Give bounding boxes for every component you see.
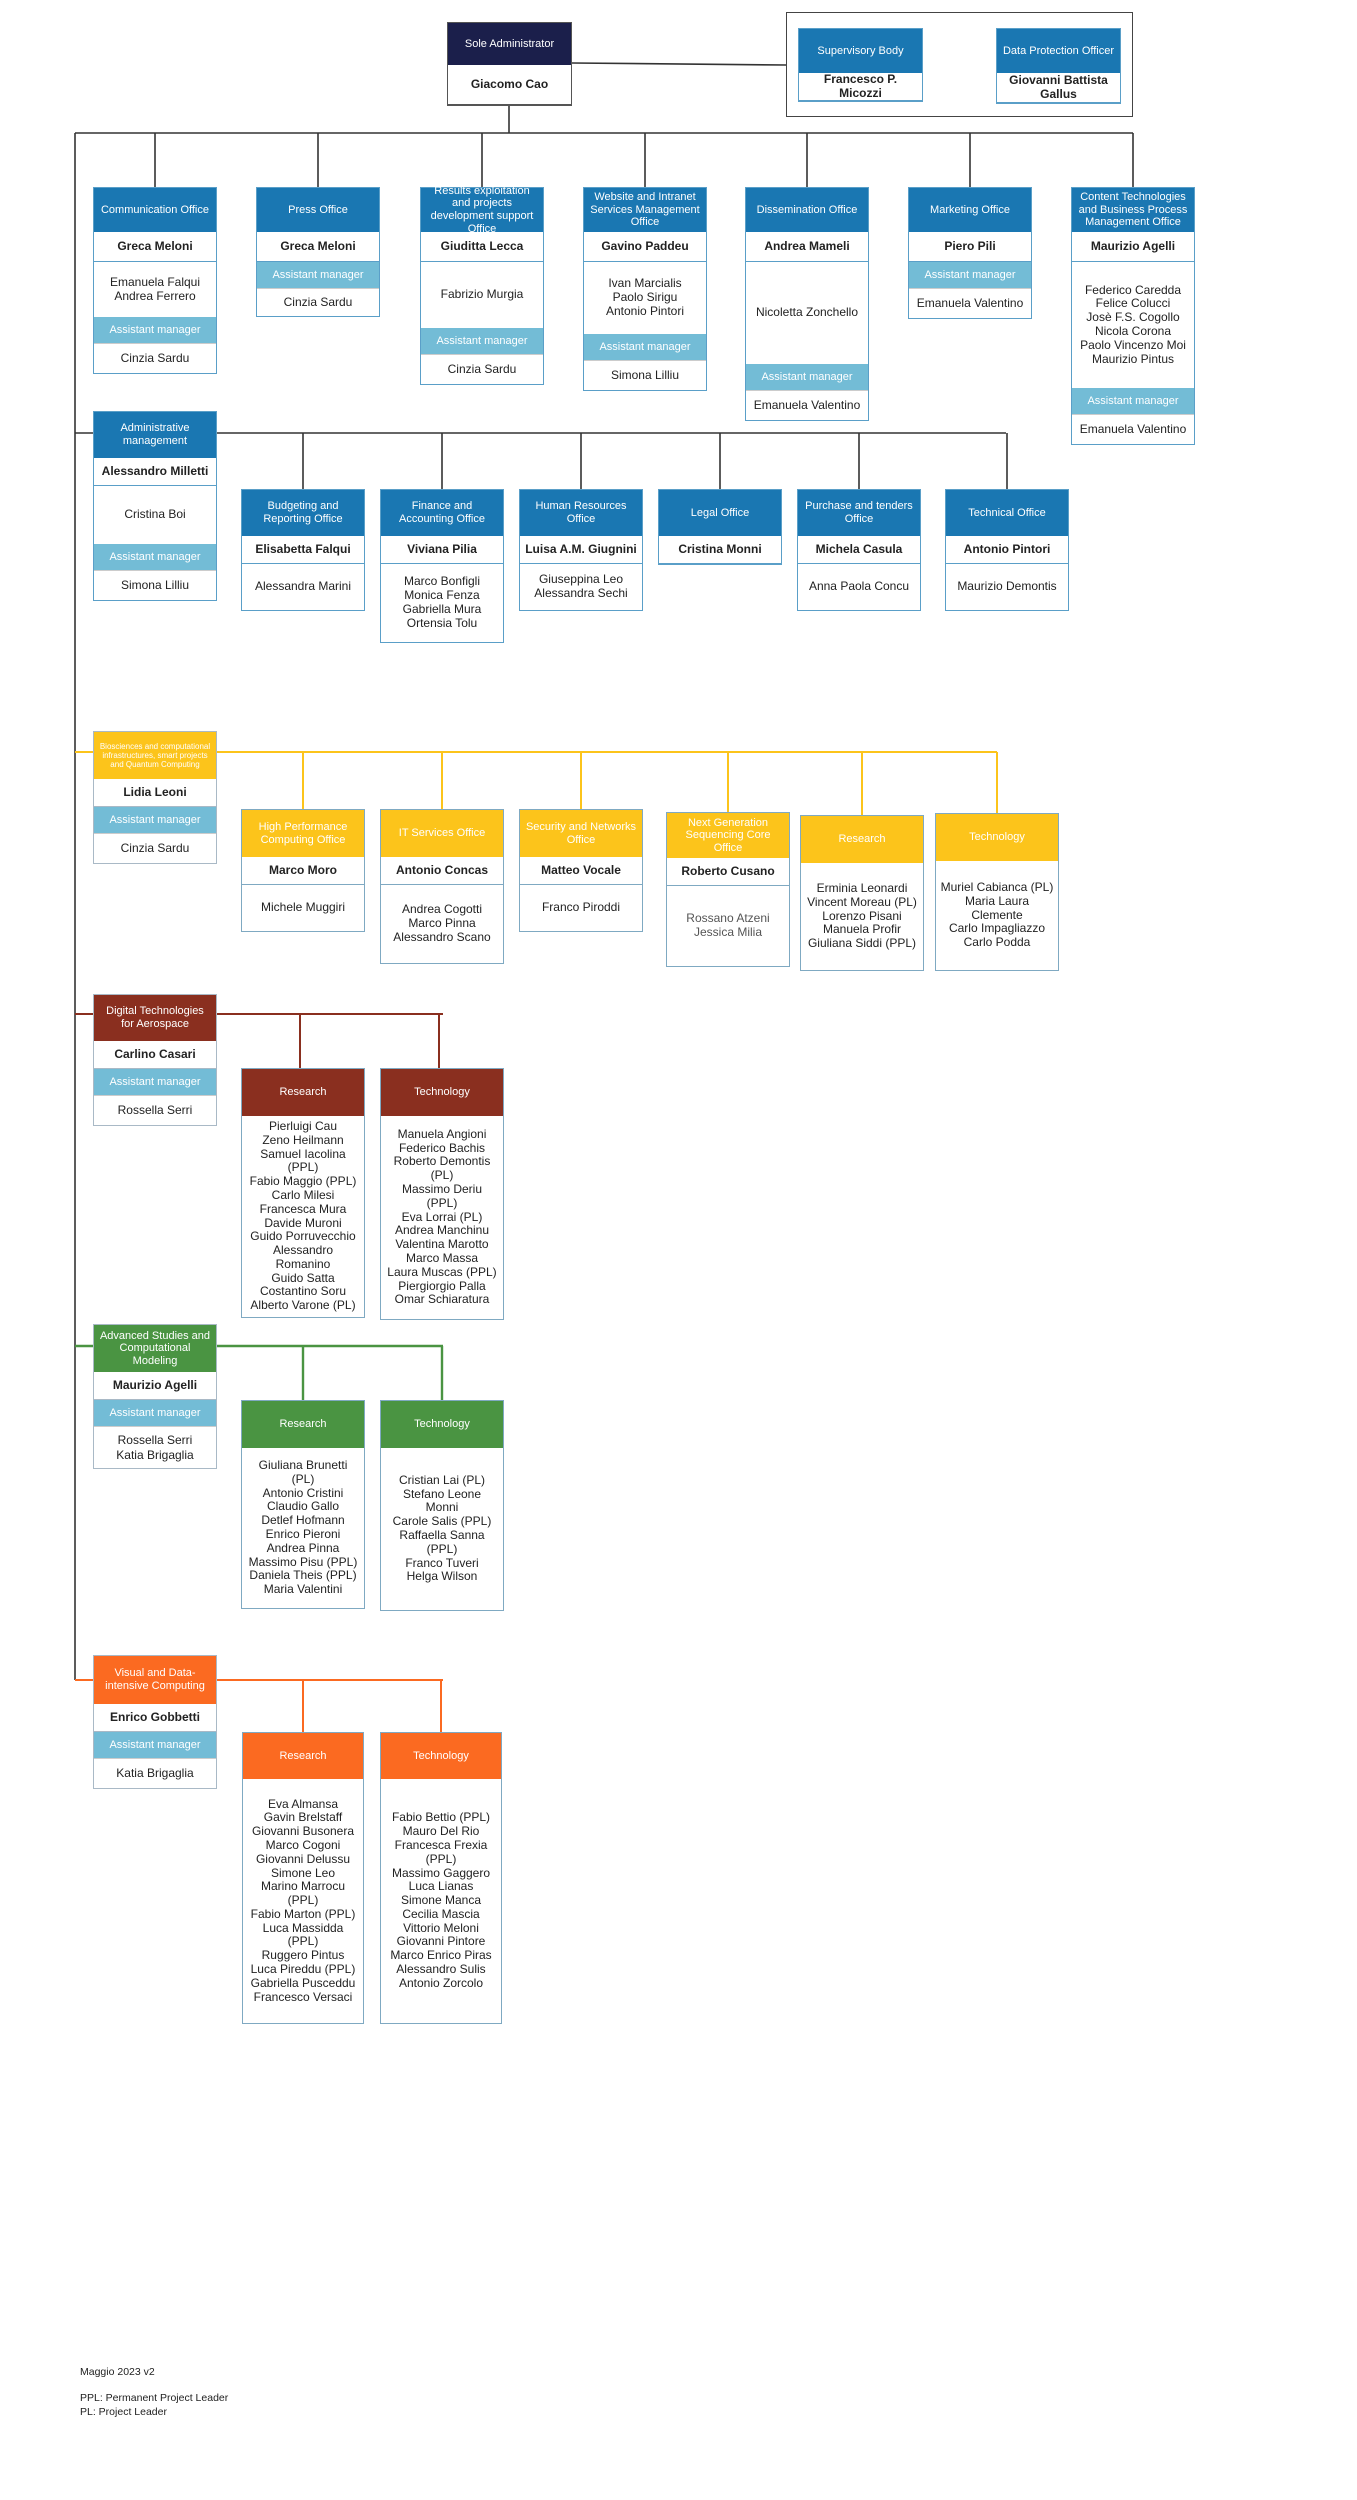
adv-research-card-members: Giuliana Brunetti (PL) Antonio Cristini Claudio Gallo Detlef Hofmann Enrico Pieroni Andrea Pinna Massimo Pisu (PPL) Daniela Theis (PPL) Maria Valentini	[248, 1458, 358, 1597]
footer	[80, 2365, 228, 2420]
office-card-3-members: Fabrizio Murgia	[440, 287, 524, 302]
visual-computing-card-header: Visual and Data-intensive Computing	[94, 1656, 216, 1704]
biosciences-card-header: Biosciences and computational infrastructures, smart projects and Quantum Computing	[94, 732, 216, 779]
office-card-1-lead: Greca Meloni	[94, 232, 216, 262]
admin-office-card-1-header: Budgeting and Reporting Office	[242, 490, 364, 536]
office-card-3-lead: Giuditta Lecca	[421, 232, 543, 262]
supervisory-body-card	[798, 28, 923, 102]
office-card-1-assistant-name: Cinzia Sardu	[94, 343, 216, 373]
office-card-4-members: Ivan Marcialis Paolo Sirigu Antonio Pintori	[605, 276, 685, 318]
bio-unit-card-4-lead: Roberto Cusano	[667, 858, 789, 886]
admin-office-card-5-lead: Michela Casula	[798, 536, 920, 564]
office-card-6-header: Marketing Office	[909, 188, 1031, 232]
admin-office-card-4-lead: Cristina Monni	[659, 536, 781, 564]
bio-unit-card-5-members: Erminia Leonardi Vincent Moreau (PL) Lorenzo Pisani Manuela Profir Giuliana Siddi (PPL)	[807, 881, 917, 951]
sole-to-supervision-line	[572, 63, 786, 65]
admin-office-card-6-members: Maurizio Demontis	[957, 579, 1057, 594]
bio-unit-card-4-members: Rossano Atzeni Jessica Milia	[686, 911, 770, 939]
aerospace-card-header: Digital Technologies for Aerospace	[94, 995, 216, 1041]
vis-technology-card	[380, 1732, 502, 2024]
aerospace-card-lead: Carlino Casari	[94, 1041, 216, 1069]
office-card-7	[1071, 187, 1195, 445]
footer-date: Maggio 2023 v2	[80, 2366, 155, 2378]
biosciences-card-assistant-label: Assistant manager	[94, 807, 216, 833]
advanced-studies-card	[93, 1324, 217, 1469]
bio-unit-card-2-members: Andrea Cogotti Marco Pinna Alessandro Scano	[393, 902, 491, 944]
admin-office-card-1	[241, 489, 365, 611]
adv-technology-card	[380, 1400, 504, 1611]
aerospace-card-assistant-name: Rossella Serri	[94, 1095, 216, 1125]
office-card-4-assistant-label: Assistant manager	[584, 334, 706, 360]
footer-pl-legend: PL: Project Leader	[80, 2406, 167, 2419]
advanced-studies-card-header: Advanced Studies and Computational Modeling	[94, 1325, 216, 1372]
office-card-3	[420, 184, 544, 385]
bio-unit-card-4	[666, 812, 790, 967]
advanced-studies-card-assistant-name: Rossella Serri Katia Brigaglia	[94, 1426, 216, 1468]
office-card-4-assistant-name: Simona Lilliu	[584, 360, 706, 390]
office-card-3-assistant-label: Assistant manager	[421, 328, 543, 354]
bio-unit-card-6-members: Muriel Cabianca (PL) Maria Laura Clemente Carlo Impagliazzo Carlo Podda	[940, 880, 1054, 950]
administrative-management-card-lead: Alessandro Milletti	[94, 458, 216, 486]
vis-research-card-header: Research	[243, 1733, 363, 1779]
office-card-1	[93, 187, 217, 374]
admin-office-card-3-members: Giuseppina Leo Alessandra Sechi	[534, 572, 628, 600]
biosciences-card-assistant-name: Cinzia Sardu	[94, 833, 216, 863]
sole-administrator-card-lead: Giacomo Cao	[448, 65, 571, 105]
bio-unit-card-6-header: Technology	[936, 814, 1058, 861]
admin-office-card-2-header: Finance and Accounting Office	[381, 490, 503, 536]
office-card-6-assistant-name: Emanuela Valentino	[909, 288, 1031, 318]
admin-office-card-1-lead: Elisabetta Falqui	[242, 536, 364, 564]
office-card-5-assistant-label: Assistant manager	[746, 364, 868, 390]
admin-office-card-6-header: Technical Office	[946, 490, 1068, 536]
office-card-2	[256, 187, 380, 317]
bio-unit-card-1-members: Michele Muggiri	[260, 900, 346, 915]
visual-computing-card	[93, 1655, 217, 1789]
advanced-studies-card-lead: Maurizio Agelli	[94, 1372, 216, 1400]
bio-unit-card-1-header: High Performance Computing Office	[242, 810, 364, 857]
biosciences-card	[93, 731, 217, 864]
bio-unit-card-5	[800, 815, 924, 971]
admin-office-card-5	[797, 489, 921, 611]
bio-unit-card-3-members: Franco Piroddi	[541, 900, 621, 915]
aerospace-card-assistant-label: Assistant manager	[94, 1069, 216, 1095]
visual-computing-card-lead: Enrico Gobbetti	[94, 1704, 216, 1732]
office-card-5-lead: Andrea Mameli	[746, 232, 868, 262]
visual-computing-card-assistant-name: Katia Brigaglia	[94, 1758, 216, 1788]
office-card-6	[908, 187, 1032, 319]
admin-office-card-5-header: Purchase and tenders Office	[798, 490, 920, 536]
vis-technology-card-header: Technology	[381, 1733, 501, 1779]
supervisory-body-card-lead: Francesco P. Micozzi	[799, 73, 922, 101]
office-card-7-assistant-name: Emanuela Valentino	[1072, 414, 1194, 444]
admin-office-card-2	[380, 489, 504, 643]
admin-office-card-2-lead: Viviana Pilia	[381, 536, 503, 564]
administrative-management-card-header: Administrative management	[94, 412, 216, 458]
advanced-studies-card-assistant-label: Assistant manager	[94, 1400, 216, 1426]
office-card-7-lead: Maurizio Agelli	[1072, 232, 1194, 262]
office-card-7-assistant-label: Assistant manager	[1072, 388, 1194, 414]
office-card-4	[583, 187, 707, 391]
administrative-management-card-assistant-name: Simona Lilliu	[94, 570, 216, 600]
office-card-1-assistant-label: Assistant manager	[94, 317, 216, 343]
office-card-3-header: Results exploitation and projects development support Office	[421, 188, 543, 232]
office-card-4-lead: Gavino Paddeu	[584, 232, 706, 262]
office-card-5-header: Dissemination Office	[746, 188, 868, 232]
admin-office-card-6	[945, 489, 1069, 611]
aero-research-card	[241, 1068, 365, 1318]
footer-ppl-legend: PPL: Permanent Project Leader	[80, 2392, 229, 2405]
admin-office-card-4	[658, 489, 782, 565]
office-card-2-assistant-label: Assistant manager	[257, 262, 379, 288]
aerospace-card	[93, 994, 217, 1126]
data-protection-officer-card-header: Data Protection Officer	[997, 29, 1120, 73]
bio-unit-card-2-header: IT Services Office	[381, 810, 503, 857]
vis-technology-card-members: Fabio Bettio (PPL) Mauro Del Rio Francesca Frexia (PPL) Massimo Gaggero Luca Lianas Simone Manca Cecilia Mascia Vittorio Meloni Giovanni Pintore Marco Enrico Piras Alessandro Sulis Antonio Zorcolo	[390, 1810, 492, 1990]
admin-office-card-4-header: Legal Office	[659, 490, 781, 536]
bio-unit-card-3	[519, 809, 643, 932]
adv-research-card	[241, 1400, 365, 1609]
office-card-3-assistant-name: Cinzia Sardu	[421, 354, 543, 384]
office-card-6-assistant-label: Assistant manager	[909, 262, 1031, 288]
administrative-management-card-assistant-label: Assistant manager	[94, 544, 216, 570]
data-protection-officer-card-lead: Giovanni Battista Gallus	[997, 73, 1120, 103]
vis-research-card	[242, 1732, 364, 2024]
office-card-4-header: Website and Intranet Services Management Office	[584, 188, 706, 232]
office-card-1-header: Communication Office	[94, 188, 216, 232]
bio-unit-card-1-lead: Marco Moro	[242, 857, 364, 885]
aero-technology-card-members: Manuela Angioni Federico Bachis Roberto Demontis (PL) Massimo Deriu (PPL) Eva Lorrai (PL) Andrea Manchinu Valentina Marotto Marco Massa Laura Muscas (PPL) Piergiorgio Palla Omar Schiaratura	[387, 1126, 497, 1307]
office-card-6-lead: Piero Pili	[909, 232, 1031, 262]
adv-research-card-header: Research	[242, 1401, 364, 1448]
adv-technology-card-members: Cristian Lai (PL) Stefano Leone Monni Carole Salis (PPL) Raffaella Sanna (PPL) Franco Tuveri Helga Wilson	[392, 1472, 492, 1584]
bio-unit-card-5-header: Research	[801, 816, 923, 863]
aero-research-card-header: Research	[242, 1069, 364, 1116]
bio-unit-card-3-header: Security and Networks Office	[520, 810, 642, 857]
office-card-5	[745, 187, 869, 421]
bio-unit-card-3-lead: Matteo Vocale	[520, 857, 642, 885]
office-card-5-members: Nicoletta Zonchello	[755, 305, 859, 320]
admin-office-card-3-lead: Luisa A.M. Giugnini	[520, 536, 642, 564]
sole-administrator-card-header: Sole Administrator	[448, 23, 571, 65]
bio-unit-card-2	[380, 809, 504, 964]
office-card-1-members: Emanuela Falqui Andrea Ferrero	[109, 274, 201, 303]
biosciences-card-lead: Lidia Leoni	[94, 779, 216, 807]
data-protection-officer-card	[996, 28, 1121, 104]
aero-research-card-members: Pierluigi Cau Zeno Heilmann Samuel Iacolina (PPL) Fabio Maggio (PPL) Carlo Milesi Francesca Mura Davide Muroni Guido Porruvecchio Alessandro Romanino Guido Satta Costantino Soru Alberto Varone (PL)	[249, 1118, 357, 1313]
visual-computing-card-assistant-label: Assistant manager	[94, 1732, 216, 1758]
bio-unit-card-4-header: Next Generation Sequencing Core Office	[667, 813, 789, 858]
vis-research-card-members: Eva Almansa Gavin Brelstaff Giovanni Busonera Marco Cogoni Giovanni Delussu Simone Leo Marino Marrocu (PPL) Fabio Marton (PPL) Luca Massidda (PPL) Ruggero Pintus Luca Pireddu (PPL) Gabriella Pusceddu Francesco Versaci	[250, 1796, 356, 2004]
adv-technology-card-header: Technology	[381, 1401, 503, 1448]
aero-technology-card-header: Technology	[381, 1069, 503, 1116]
bio-unit-card-2-lead: Antonio Concas	[381, 857, 503, 885]
administrative-management-card	[93, 411, 217, 601]
bio-unit-card-6	[935, 813, 1059, 971]
admin-office-card-3-header: Human Resources Office	[520, 490, 642, 536]
office-card-7-header: Content Technologies and Business Process Management Office	[1072, 188, 1194, 232]
admin-office-card-5-members: Anna Paola Concu	[808, 579, 910, 594]
office-card-2-lead: Greca Meloni	[257, 232, 379, 262]
bio-unit-card-1	[241, 809, 365, 932]
office-card-2-assistant-name: Cinzia Sardu	[257, 288, 379, 316]
office-card-7-members: Federico Caredda Felice Colucci Josè F.S. Cogollo Nicola Corona Paolo Vincenzo Moi Maurizio Pintus	[1080, 282, 1186, 366]
admin-office-card-6-lead: Antonio Pintori	[946, 536, 1068, 564]
supervisory-body-card-header: Supervisory Body	[799, 29, 922, 73]
sole-administrator-card	[447, 22, 572, 106]
administrative-management-card-members: Cristina Boi	[124, 507, 186, 522]
office-card-5-assistant-name: Emanuela Valentino	[746, 390, 868, 420]
admin-office-card-3	[519, 489, 643, 611]
admin-office-card-1-members: Alessandra Marini	[254, 579, 352, 594]
office-card-2-header: Press Office	[257, 188, 379, 232]
admin-office-card-2-members: Marco Bonfigli Monica Fenza Gabriella Mura Ortensia Tolu	[402, 574, 482, 630]
aero-technology-card	[380, 1068, 504, 1320]
